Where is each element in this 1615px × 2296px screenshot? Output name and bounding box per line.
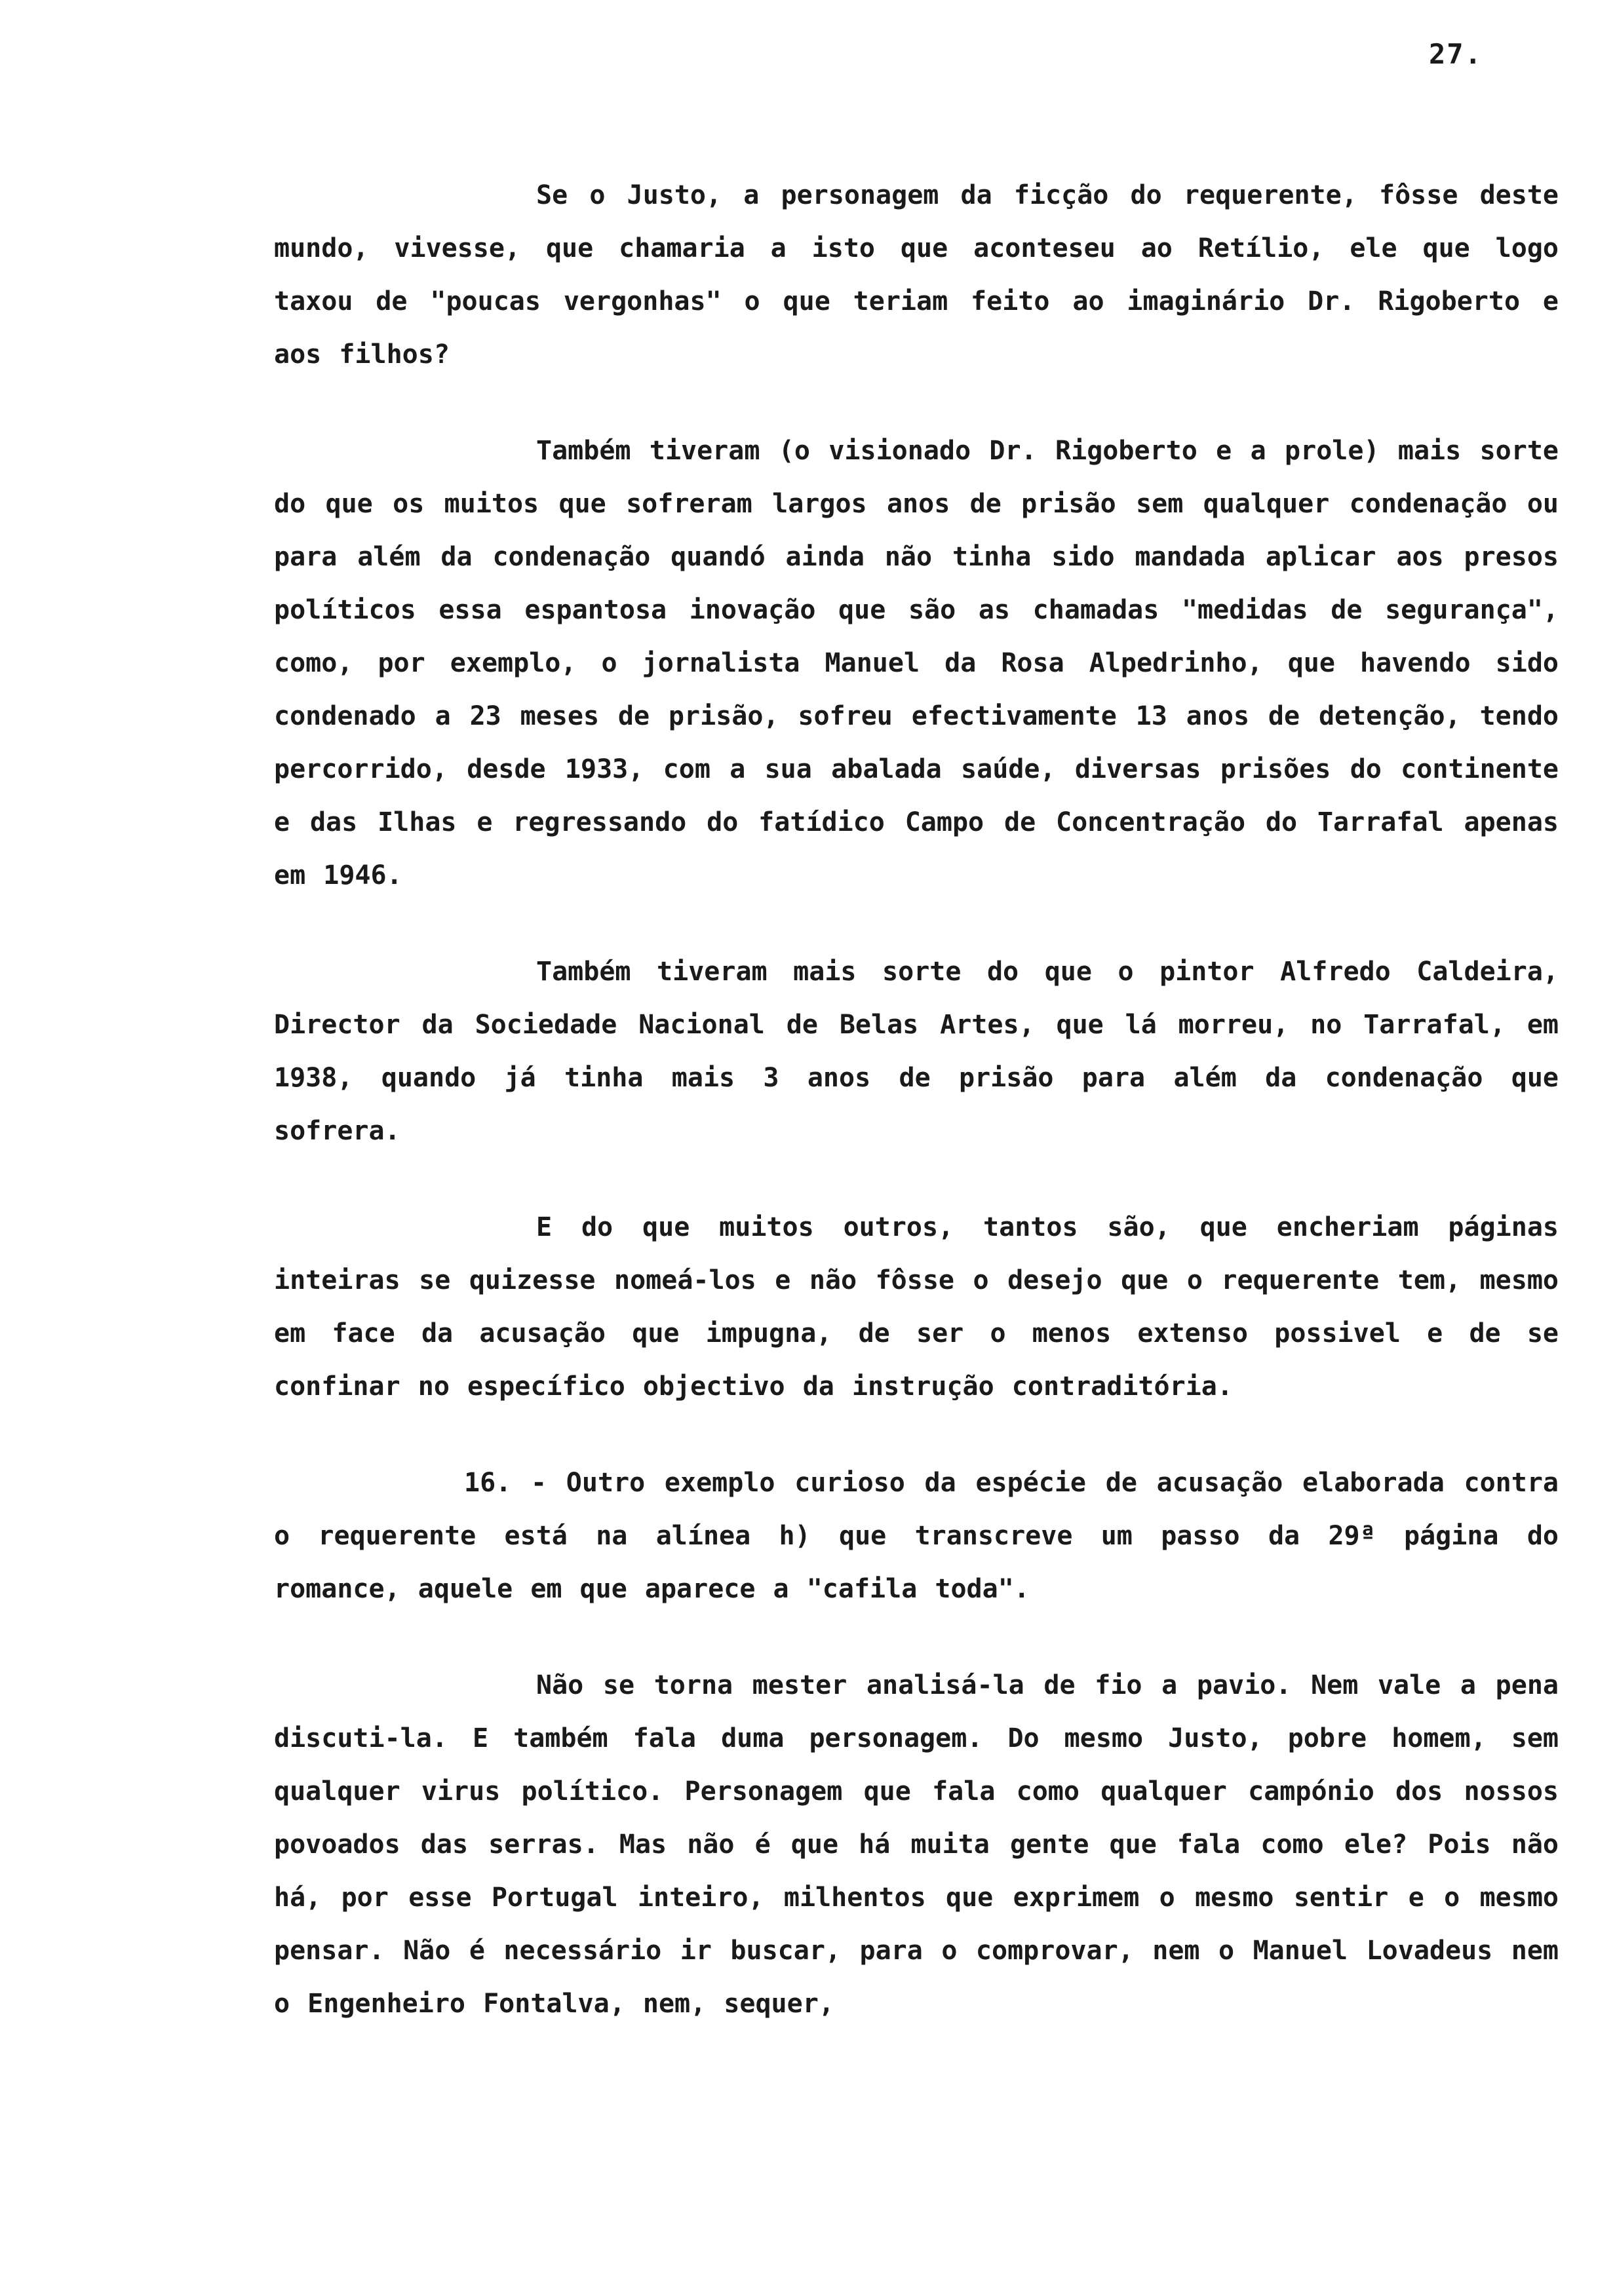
paragraph-nao-se-torna: Não se torna mester analisá-la de fio a pavio. Nem vale a pena discuti-la. E também fala duma personagem. Do mesmo Justo, pobre homem, sem qualquer virus político. Personagem que fala como qualquer campónio dos nossos povoados das serras. Mas não é que há muita gente que fala como ele? Pois não há, por esse Portugal inteiro, milhentos que exprimem o mesmo sentir e o mesmo pensar. Não é necessário ir buscar, para o comprovar, nem o Manuel Lovadeus nem o Engenheiro Fontalva, nem, sequer,: [274, 1670, 1559, 2019]
paragraph-rigoberto-prole: Também tiveram (o visionado Dr. Rigoberto e a prole) mais sorte do que os muitos que sofreram largos anos de prisão sem qualquer condenação ou para além da condenação quandó ainda não tinha sido mandada aplicar aos presos políticos essa espantosa inovação que são as chamadas "medidas de segurança", como, por exemplo, o jornalista Manuel da Rosa Alpedrinho, que havendo sido condenado a 23 meses de prisão, sofreu efectivamente 13 anos de detenção, tendo percorrido, desde 1933, com a sua abalada saúde, diversas prisões do continente e das Ilhas e regressando do fatídico Campo de Concentração do Tarrafal apenas em 1946.: [274, 436, 1559, 890]
paragraph-justo: Se o Justo, a personagem da ficção do requerente, fôsse deste mundo, vivesse, que chamaria a isto que aconteseu ao Retílio, ele que logo taxou de "poucas vergonhas" o que teriam feito ao imaginário Dr. Rigoberto e aos filhos?: [274, 180, 1559, 370]
paragraph-item-16: 16. - Outro exemplo curioso da espécie de acusação elaborada contra o requerente está na alínea h) que transcreve um passo da 29ª página do romance, aquele em que aparece a "cafila toda".: [274, 1468, 1559, 1604]
page-number: 27.: [1429, 38, 1483, 70]
paragraph-muitos-outros: E do que muitos outros, tantos são, que encheriam páginas inteiras se quizesse nomeá-los e não fôsse o desejo que o requerente tem, mesmo em face da acusação que impugna, de ser o menos extenso possivel e de se confinar no específico objectivo da instrução contraditória.: [274, 1212, 1559, 1402]
paragraph-alfredo-caldeira: Também tiveram mais sorte do que o pintor Alfredo Caldeira, Director da Sociedade Nacional de Belas Artes, que lá morreu, no Tarrafal, em 1938, quando já tinha mais 3 anos de prisão para além da condenação que sofrera.: [274, 957, 1559, 1146]
document-body: [274, 169, 1559, 2031]
